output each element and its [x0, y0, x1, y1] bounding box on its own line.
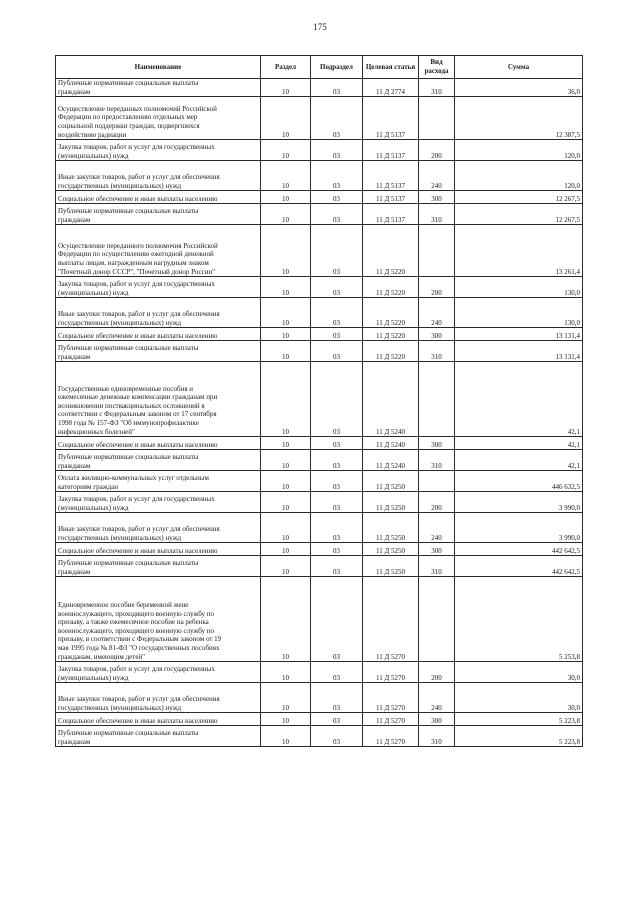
row-target: 11 Д 5137 [363, 161, 419, 191]
row-target: 11 Д 5220 [363, 277, 419, 298]
row-subsection: 03 [311, 341, 363, 362]
row-section: 10 [261, 79, 311, 97]
table-row [56, 437, 583, 450]
table-row [56, 191, 583, 204]
row-section: 10 [261, 450, 311, 471]
header-subsection: Подраздел [311, 56, 363, 79]
row-target: 11 Д 5240 [363, 437, 419, 450]
row-target: 11 Д 5270 [363, 577, 419, 662]
row-name: Публичные нормативные социальные выплаты гражданам [56, 726, 261, 747]
table-row [56, 79, 583, 97]
row-target: 11 Д 5270 [363, 726, 419, 747]
row-name: Социальное обеспечение и иные выплаты населению [56, 191, 261, 204]
row-section: 10 [261, 492, 311, 513]
table-row [56, 328, 583, 341]
table-row [56, 713, 583, 726]
table-row [56, 140, 583, 161]
row-type: 310 [419, 204, 455, 225]
row-amount: 36,0 [455, 79, 583, 97]
row-name: Иные закупки товаров, работ и услуг для обеспечения государственных (муниципальных) нужд [56, 298, 261, 328]
row-type: 310 [419, 450, 455, 471]
row-section: 10 [261, 513, 311, 543]
row-target: 11 Д 5270 [363, 683, 419, 713]
row-section: 10 [261, 97, 311, 140]
row-section: 10 [261, 726, 311, 747]
table-row [56, 204, 583, 225]
header-amount: Сумма [455, 56, 583, 79]
row-section: 10 [261, 362, 311, 437]
header-section: Раздел [261, 56, 311, 79]
row-name: Закупка товаров, работ и услуг для государственных (муниципальных) нужд [56, 662, 261, 683]
row-name: Публичные нормативные социальные выплаты гражданам [56, 556, 261, 577]
row-name: Закупка товаров, работ и услуг для государственных (муниципальных) нужд [56, 140, 261, 161]
row-type: 310 [419, 341, 455, 362]
row-target: 11 Д 5270 [363, 662, 419, 683]
table-row [56, 277, 583, 298]
row-type: 300 [419, 328, 455, 341]
row-subsection: 03 [311, 191, 363, 204]
table-row [56, 726, 583, 747]
row-section: 10 [261, 191, 311, 204]
row-name: Закупка товаров, работ и услуг для государственных (муниципальных) нужд [56, 277, 261, 298]
row-name: Публичные нормативные социальные выплаты гражданам [56, 341, 261, 362]
row-type [419, 577, 455, 662]
header-name: Наименование [56, 56, 261, 79]
row-amount: 3 990,0 [455, 513, 583, 543]
row-amount: 5 223,8 [455, 726, 583, 747]
row-name: Оплата жилищно-коммунальных услуг отдельным категориям граждан [56, 471, 261, 492]
row-subsection: 03 [311, 225, 363, 277]
row-subsection: 03 [311, 471, 363, 492]
row-amount: 13 131,4 [455, 328, 583, 341]
row-target: 11 Д 5220 [363, 328, 419, 341]
row-target: 11 Д 5250 [363, 513, 419, 543]
row-name: Публичные нормативные социальные выплаты гражданам [56, 450, 261, 471]
row-type [419, 225, 455, 277]
row-subsection: 03 [311, 97, 363, 140]
row-target: 11 Д 5250 [363, 556, 419, 577]
table-row [56, 298, 583, 328]
row-name: Иные закупки товаров, работ и услуг для обеспечения государственных (муниципальных) нужд [56, 161, 261, 191]
table-row [56, 161, 583, 191]
row-amount: 42,1 [455, 437, 583, 450]
row-amount: 120,0 [455, 140, 583, 161]
row-subsection: 03 [311, 683, 363, 713]
row-name: Социальное обеспечение и иные выплаты населению [56, 543, 261, 556]
row-subsection: 03 [311, 140, 363, 161]
header-type: Вид расхода [419, 56, 455, 79]
row-name: Осуществление переданных полномочий Российской Федерации по предоставлению отдельных мер социальной поддержки граждан, подвергшихся воздействию радиации [56, 97, 261, 140]
row-section: 10 [261, 471, 311, 492]
row-amount: 30,0 [455, 662, 583, 683]
row-type: 310 [419, 556, 455, 577]
row-amount: 442 642,5 [455, 543, 583, 556]
row-name: Иные закупки товаров, работ и услуг для обеспечения государственных (муниципальных) нужд [56, 683, 261, 713]
row-target: 11 Д 5250 [363, 492, 419, 513]
row-target: 11 Д 5240 [363, 450, 419, 471]
row-name: Публичные нормативные социальные выплаты гражданам [56, 204, 261, 225]
row-section: 10 [261, 328, 311, 341]
budget-table [55, 55, 583, 747]
row-subsection: 03 [311, 662, 363, 683]
row-amount: 12 387,5 [455, 97, 583, 140]
row-target: 11 Д 5220 [363, 298, 419, 328]
row-target: 11 Д 5250 [363, 471, 419, 492]
row-amount: 12 267,5 [455, 204, 583, 225]
row-amount: 42,1 [455, 450, 583, 471]
row-subsection: 03 [311, 204, 363, 225]
row-type: 310 [419, 726, 455, 747]
table-row [56, 225, 583, 277]
row-name: Социальное обеспечение и иные выплаты населению [56, 437, 261, 450]
row-name: Закупка товаров, работ и услуг для государственных (муниципальных) нужд [56, 492, 261, 513]
table-row [56, 556, 583, 577]
row-amount: 120,0 [455, 161, 583, 191]
row-name: Осуществление переданного полномочия Российской Федерации по осуществлению ежегодной денежной выплаты лицам, награжденным нагрудным знаком "Почетный донор СССР", "Почетный донор России" [56, 225, 261, 277]
row-type: 200 [419, 492, 455, 513]
table-row [56, 543, 583, 556]
row-subsection: 03 [311, 79, 363, 97]
row-subsection: 03 [311, 362, 363, 437]
row-amount: 30,0 [455, 683, 583, 713]
row-amount: 12 267,5 [455, 191, 583, 204]
row-amount: 130,0 [455, 277, 583, 298]
row-subsection: 03 [311, 450, 363, 471]
row-type [419, 471, 455, 492]
table-row [56, 97, 583, 140]
page-number: 175 [313, 22, 327, 32]
row-type: 310 [419, 79, 455, 97]
row-section: 10 [261, 341, 311, 362]
table-row [56, 450, 583, 471]
row-type: 300 [419, 713, 455, 726]
row-subsection: 03 [311, 513, 363, 543]
row-section: 10 [261, 298, 311, 328]
row-type: 240 [419, 161, 455, 191]
table-row [56, 513, 583, 543]
row-section: 10 [261, 577, 311, 662]
row-section: 10 [261, 437, 311, 450]
row-section: 10 [261, 556, 311, 577]
table-row [56, 362, 583, 437]
row-section: 10 [261, 225, 311, 277]
row-type: 200 [419, 140, 455, 161]
row-subsection: 03 [311, 577, 363, 662]
row-subsection: 03 [311, 556, 363, 577]
table-row [56, 683, 583, 713]
table-row [56, 492, 583, 513]
row-target: 11 Д 5220 [363, 225, 419, 277]
row-name: Единовременное пособие беременной жене военнослужащего, проходящего военную службу по призыву, а также ежемесячное пособие на ребенка военнослужащего, проходящего военную службу по призыву, в соответствии с Федеральным законом от 19 мая 1995 года № 81-ФЗ "О государственных пособиях гражданам, имеющим детей" [56, 577, 261, 662]
row-amount: 13 261,4 [455, 225, 583, 277]
row-type [419, 362, 455, 437]
row-section: 10 [261, 277, 311, 298]
row-name: Иные закупки товаров, работ и услуг для обеспечения государственных (муниципальных) нужд [56, 513, 261, 543]
row-type [419, 97, 455, 140]
row-amount: 442 642,5 [455, 556, 583, 577]
row-target: 11 Д 5240 [363, 362, 419, 437]
row-type: 240 [419, 683, 455, 713]
row-subsection: 03 [311, 543, 363, 556]
row-amount: 130,0 [455, 298, 583, 328]
row-subsection: 03 [311, 492, 363, 513]
row-target: 11 Д 5250 [363, 543, 419, 556]
row-section: 10 [261, 140, 311, 161]
row-name: Государственные единовременные пособия и ежемесячные денежные компенсации гражданам при возникновении поствакцинальных осложнений в соответствии с Федеральным законом от 17 сентября 1998 года № 157-ФЗ "Об иммунопрофилактике инфекционных болезней" [56, 362, 261, 437]
table-row [56, 471, 583, 492]
row-section: 10 [261, 543, 311, 556]
row-section: 10 [261, 662, 311, 683]
row-section: 10 [261, 204, 311, 225]
header-target: Целевая статья [363, 56, 419, 79]
row-subsection: 03 [311, 726, 363, 747]
table-row [56, 341, 583, 362]
row-amount: 42,1 [455, 362, 583, 437]
row-amount: 13 131,4 [455, 341, 583, 362]
row-subsection: 03 [311, 161, 363, 191]
row-subsection: 03 [311, 713, 363, 726]
row-amount: 5 253,8 [455, 577, 583, 662]
row-target: 11 Д 5137 [363, 204, 419, 225]
row-name: Социальное обеспечение и иные выплаты населению [56, 328, 261, 341]
row-target: 11 Д 5137 [363, 140, 419, 161]
row-amount: 5 223,8 [455, 713, 583, 726]
row-subsection: 03 [311, 437, 363, 450]
table-header-row [56, 56, 583, 79]
row-section: 10 [261, 713, 311, 726]
row-type: 300 [419, 543, 455, 556]
row-type: 200 [419, 277, 455, 298]
row-subsection: 03 [311, 277, 363, 298]
row-target: 11 Д 5220 [363, 341, 419, 362]
row-target: 11 Д 5137 [363, 97, 419, 140]
row-subsection: 03 [311, 298, 363, 328]
table-row [56, 662, 583, 683]
row-type: 300 [419, 437, 455, 450]
row-section: 10 [261, 683, 311, 713]
row-amount: 446 632,5 [455, 471, 583, 492]
row-type: 240 [419, 513, 455, 543]
row-name: Публичные нормативные социальные выплаты гражданам [56, 79, 261, 97]
row-type: 200 [419, 662, 455, 683]
row-type: 240 [419, 298, 455, 328]
row-target: 11 Д 5137 [363, 191, 419, 204]
row-section: 10 [261, 161, 311, 191]
row-type: 300 [419, 191, 455, 204]
row-subsection: 03 [311, 328, 363, 341]
row-amount: 3 990,0 [455, 492, 583, 513]
row-target: 11 Д 5270 [363, 713, 419, 726]
row-target: 11 Д 2774 [363, 79, 419, 97]
table-row [56, 577, 583, 662]
row-name: Социальное обеспечение и иные выплаты населению [56, 713, 261, 726]
